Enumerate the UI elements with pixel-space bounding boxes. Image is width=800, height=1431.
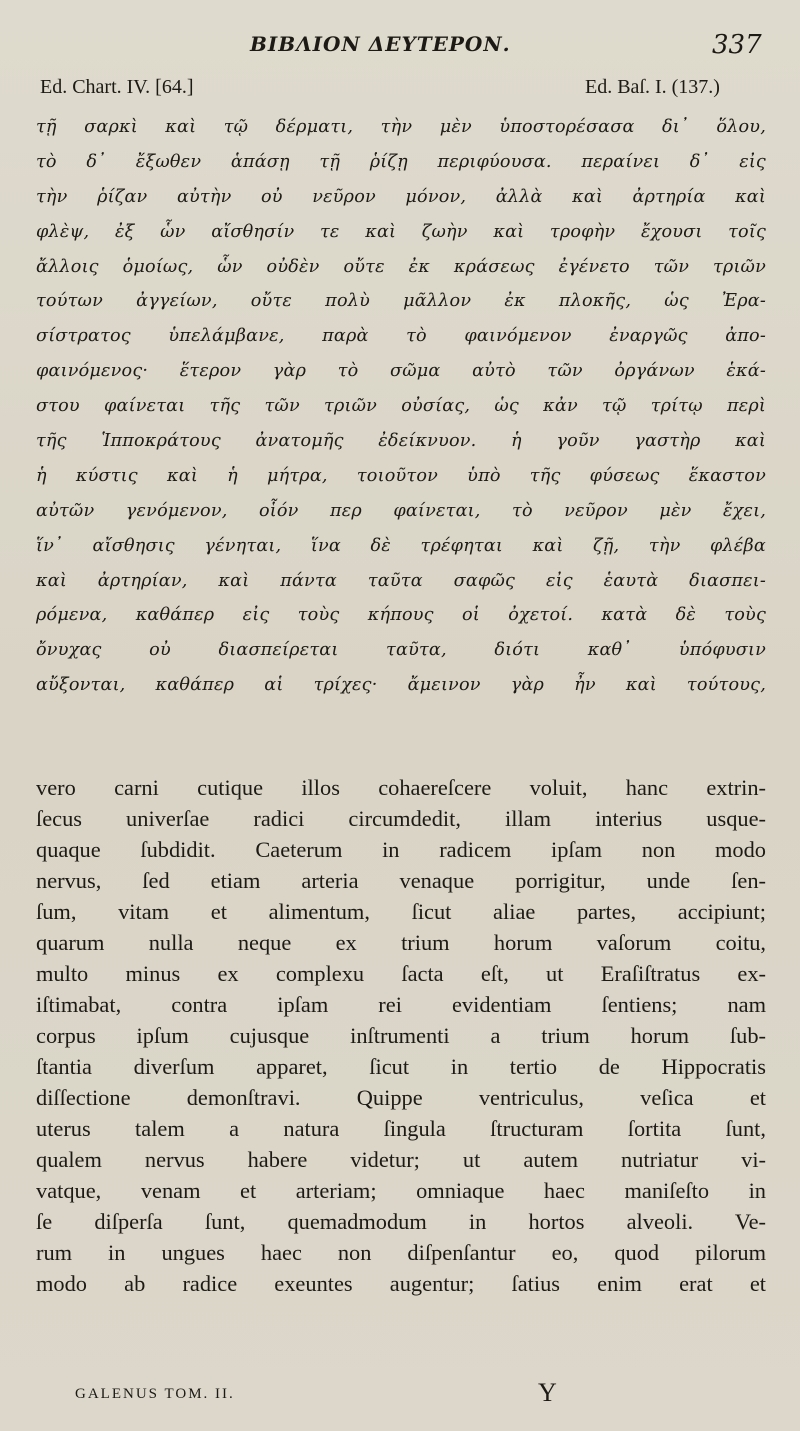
latin-line: ſtantia diverſum apparet, ſicut in tertio de Hippocratis bbox=[36, 1054, 766, 1079]
greek-line: σίστρατος ὑπελάμβανε, παρὰ τὸ φαινόμενον ἐναργῶς ἀπο- bbox=[36, 326, 766, 347]
greek-line: καὶ ἀρτηρίαν, καὶ πάντα ταῦτα σαφῶς εἰς ἑαυτὰ διασπει- bbox=[36, 570, 766, 591]
latin-line: ſum, vitam et alimentum, ſicut aliae partes, accipiunt; bbox=[36, 899, 766, 924]
page-footer bbox=[0, 1380, 800, 1410]
greek-line: τὸ δ᾽ ἔξωθεν ἁπάσῃ τῇ ῥίζῃ περιφύουσα. περαίνει δ᾽ εἰς bbox=[36, 151, 766, 172]
latin-line: diſſectione demonſtravi. Quippe ventriculus, veſica et bbox=[36, 1085, 766, 1110]
greek-line: ἄλλοις ὁμοίως, ὧν οὐδὲν οὔτε ἐκ κράσεως ἐγένετο τῶν τριῶν bbox=[36, 256, 766, 277]
greek-line: στου φαίνεται τῆς τῶν τριῶν οὐσίας, ὡς κἀν τῷ τρίτῳ περὶ bbox=[36, 396, 766, 417]
greek-line: τούτων ἀγγείων, οὔτε πολὺ μᾶλλον ἐκ πλοκῆς, ὡς Ἐρα- bbox=[36, 291, 766, 312]
latin-line: corpus ipſum cujusque inſtrumenti a trium horum ſub- bbox=[36, 1023, 766, 1048]
edition-reference-chartier: Ed. Chart. IV. [64.] bbox=[40, 76, 194, 98]
latin-line: uterus talem a natura ſingula ſtructuram ſortita ſunt, bbox=[36, 1116, 766, 1141]
latin-line: ſe diſperſa ſunt, quemadmodum in hortos alveoli. Ve- bbox=[36, 1209, 766, 1234]
greek-line: ὄνυχας οὐ διασπείρεται ταῦτα, διότι καθ᾽ ὑπόφυσιν bbox=[36, 640, 766, 661]
edition-references bbox=[0, 76, 800, 104]
footer-author-signature: GALENUS TOM. II. bbox=[75, 1386, 235, 1402]
greek-line: φαινόμενος· ἕτερον γὰρ τὸ σῶμα αὐτὸ τῶν ὀργάνων ἑκά- bbox=[36, 361, 766, 382]
greek-line: ρόμενα, καθάπερ εἰς τοὺς κήπους οἱ ὀχετοί. κατὰ δὲ τοὺς bbox=[36, 605, 766, 626]
running-head bbox=[0, 30, 800, 60]
latin-line: ſecus univerſae radici circumdedit, illam interius usque- bbox=[36, 806, 766, 831]
greek-line: ἵν᾽ αἴσθησις γένηται, ἵνα δὲ τρέφηται καὶ ζῇ, τὴν φλέβα bbox=[36, 535, 766, 556]
latin-line: quaque ſubdidit. Caeterum in radicem ipſam non modo bbox=[36, 837, 766, 862]
greek-line: φλὲψ, ἐξ ὧν αἴσθησίν τε καὶ ζωὴν καὶ τροφὴν ἔχουσι τοῖς bbox=[36, 221, 766, 242]
latin-line: multo minus ex complexu ſacta eſt, ut Eraſiſtratus ex- bbox=[36, 961, 766, 986]
footer-signature-mark: Y bbox=[538, 1378, 557, 1407]
edition-reference-basel: Ed. Baſ. I. (137.) bbox=[585, 76, 720, 98]
latin-line: modo ab radice exeuntes augentur; ſatius enim erat et bbox=[36, 1271, 766, 1296]
latin-line: vatque, venam et arteriam; omniaque haec maniſeſto in bbox=[36, 1178, 766, 1203]
greek-text-block bbox=[36, 110, 766, 703]
greek-line: αὐτῶν γενόμενον, οἷόν περ φαίνεται, τὸ νεῦρον μὲν ἔχει, bbox=[36, 500, 766, 521]
greek-line: τὴν ῥίζαν αὐτὴν οὐ νεῦρον μόνον, ἀλλὰ καὶ ἀρτηρία καὶ bbox=[36, 186, 766, 207]
running-title: ΒΙΒΛΙΟΝ ΔΕΥΤΕΡΟΝ. bbox=[250, 32, 511, 56]
greek-line: ἡ κύστις καὶ ἡ μήτρα, τοιοῦτον ὑπὸ τῆς φύσεως ἕκαστον bbox=[36, 465, 766, 486]
latin-line: quarum nulla neque ex trium horum vaſorum coitu, bbox=[36, 930, 766, 955]
latin-text-block bbox=[36, 772, 766, 1299]
latin-line: qualem nervus habere videtur; ut autem nutriatur vi- bbox=[36, 1147, 766, 1172]
greek-line: αὔξονται, καθάπερ αἱ τρίχες· ἄμεινον γὰρ ἦν καὶ τούτους, bbox=[36, 675, 766, 696]
latin-line: vero carni cutique illos cohaereſcere voluit, hanc extrin- bbox=[36, 775, 766, 800]
greek-line: τῇ σαρκὶ καὶ τῷ δέρματι, τὴν μὲν ὑποστορέσασα δι᾽ ὅλου, bbox=[36, 117, 766, 137]
latin-line: nervus, ſed etiam arteria venaque porrigitur, unde ſen- bbox=[36, 868, 766, 893]
latin-line: rum in ungues haec non diſpenſantur eo, quod pilorum bbox=[36, 1240, 766, 1265]
latin-line: iſtimabat, contra ipſam rei evidentiam ſentiens; nam bbox=[36, 992, 766, 1017]
page-number: 337 bbox=[712, 30, 762, 60]
greek-line: τῆς Ἱπποκράτους ἀνατομῆς ἐδείκνυον. ἡ γοῦν γαστὴρ καὶ bbox=[36, 431, 766, 452]
